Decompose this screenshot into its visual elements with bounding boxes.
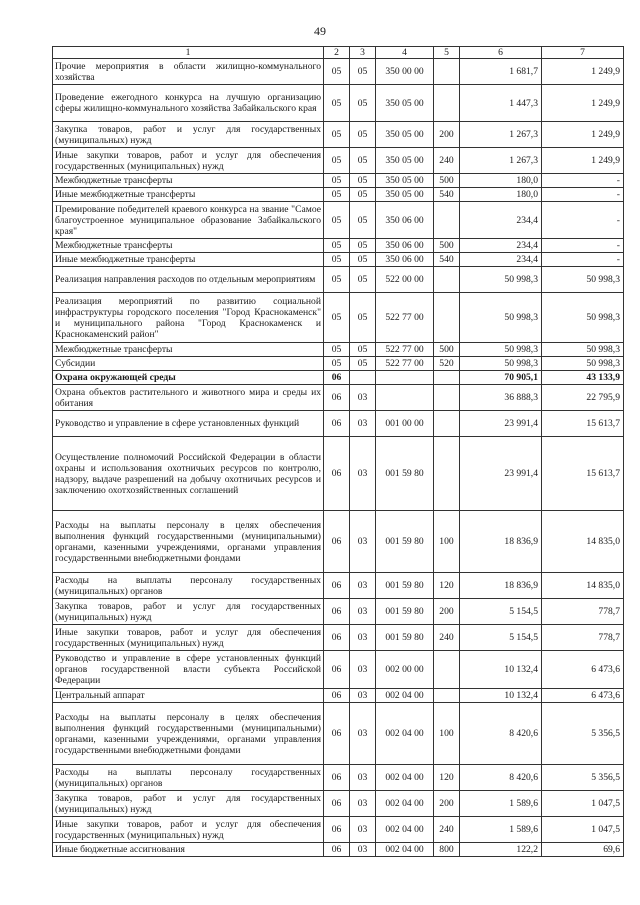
table-row (53, 267, 624, 293)
table-row (53, 573, 624, 599)
amount-cell-col7: 43 133,9 (542, 371, 624, 385)
subsection-cell: 03 (350, 411, 376, 437)
row-name-cell: Иные закупки товаров, работ и услуг для обеспечения государственных (муниципальных) нужд (53, 625, 324, 651)
table-row (53, 385, 624, 411)
amount-cell-col6: 234,4 (460, 253, 542, 267)
subsection-cell: 03 (350, 689, 376, 703)
expense-type-cell: 100 (434, 511, 460, 573)
row-name-cell: Реализация направления расходов по отдельным мероприятиям (53, 267, 324, 293)
expense-type-cell: 240 (434, 148, 460, 174)
target-article-cell: 002 04 00 (376, 703, 434, 765)
target-article-cell: 001 59 80 (376, 573, 434, 599)
table-row (53, 239, 624, 253)
row-name-cell: Межбюджетные трансферты (53, 174, 324, 188)
target-article-cell: 350 06 00 (376, 202, 434, 239)
amount-cell-col6: 180,0 (460, 174, 542, 188)
amount-cell-col7: 22 795,9 (542, 385, 624, 411)
table-row (53, 651, 624, 689)
amount-cell-col7: 14 835,0 (542, 511, 624, 573)
section-cell: 05 (324, 239, 350, 253)
budget-table (52, 46, 624, 857)
expense-type-cell: 240 (434, 817, 460, 843)
amount-cell-col6: 50 998,3 (460, 293, 542, 343)
expense-type-cell: 540 (434, 253, 460, 267)
amount-cell-col7: 50 998,3 (542, 343, 624, 357)
row-name-cell: Реализация мероприятий по развитию социальной инфраструктуры городского поселения "Город Краснокаменск" и муниципального района "Город Краснокаменск и Краснокаменский район" (53, 293, 324, 343)
amount-cell-col7: 50 998,3 (542, 293, 624, 343)
amount-cell-col7: 14 835,0 (542, 573, 624, 599)
target-article-cell: 001 59 80 (376, 599, 434, 625)
expense-type-cell (434, 385, 460, 411)
target-article-cell: 001 59 80 (376, 511, 434, 573)
section-cell: 06 (324, 625, 350, 651)
subsection-cell: 03 (350, 385, 376, 411)
expense-type-cell: 200 (434, 791, 460, 817)
header-cell: 2 (324, 47, 350, 59)
section-cell: 06 (324, 411, 350, 437)
amount-cell-col6: 18 836,9 (460, 573, 542, 599)
target-article-cell: 002 04 00 (376, 791, 434, 817)
amount-cell-col7: - (542, 239, 624, 253)
row-name-cell: Расходы на выплаты персоналу государственных (муниципальных) органов (53, 573, 324, 599)
table-row (53, 188, 624, 202)
amount-cell-col7: - (542, 253, 624, 267)
expense-type-cell: 500 (434, 343, 460, 357)
section-cell: 05 (324, 59, 350, 85)
amount-cell-col7: 1 249,9 (542, 85, 624, 122)
amount-cell-col6: 36 888,3 (460, 385, 542, 411)
amount-cell-col6: 18 836,9 (460, 511, 542, 573)
target-article-cell: 002 04 00 (376, 817, 434, 843)
amount-cell-col7: 1 047,5 (542, 817, 624, 843)
row-name-cell: Расходы на выплаты персоналу в целях обеспечения выполнения функций государственными (муниципальными) органами, казенными учреждениями, органами управления государственными внебюджетными фондами (53, 511, 324, 573)
row-name-cell: Межбюджетные трансферты (53, 343, 324, 357)
row-name-cell: Центральный аппарат (53, 689, 324, 703)
target-article-cell: 002 00 00 (376, 651, 434, 689)
amount-cell-col7: 6 473,6 (542, 689, 624, 703)
row-name-cell: Иные закупки товаров, работ и услуг для обеспечения государственных (муниципальных) нужд (53, 148, 324, 174)
expense-type-cell (434, 293, 460, 343)
row-name-cell: Руководство и управление в сфере установленных функций (53, 411, 324, 437)
amount-cell-col7: 1 249,9 (542, 148, 624, 174)
row-name-cell: Премирование победителей краевого конкурса на звание "Самое благоустроенное муниципальное образование Забайкальского края" (53, 202, 324, 239)
row-name-cell: Прочие мероприятия в области жилищно-коммунального хозяйства (53, 59, 324, 85)
expense-type-cell (434, 202, 460, 239)
target-article-cell: 350 05 00 (376, 148, 434, 174)
section-cell: 06 (324, 511, 350, 573)
row-name-cell: Иные межбюджетные трансферты (53, 253, 324, 267)
table-row (53, 202, 624, 239)
target-article-cell: 350 05 00 (376, 188, 434, 202)
subsection-cell: 03 (350, 599, 376, 625)
amount-cell-col6: 1 447,3 (460, 85, 542, 122)
table-row (53, 343, 624, 357)
section-cell: 05 (324, 357, 350, 371)
subsection-cell: 03 (350, 511, 376, 573)
expense-type-cell: 800 (434, 843, 460, 857)
amount-cell-col6: 5 154,5 (460, 599, 542, 625)
subsection-cell: 03 (350, 437, 376, 511)
expense-type-cell: 240 (434, 625, 460, 651)
section-cell: 06 (324, 437, 350, 511)
expense-type-cell (434, 689, 460, 703)
section-cell: 05 (324, 267, 350, 293)
section-cell: 06 (324, 599, 350, 625)
subsection-cell: 05 (350, 267, 376, 293)
table-row (53, 765, 624, 791)
target-article-cell: 001 00 00 (376, 411, 434, 437)
section-cell: 06 (324, 689, 350, 703)
subsection-cell: 05 (350, 343, 376, 357)
target-article-cell (376, 371, 434, 385)
subsection-cell: 05 (350, 85, 376, 122)
section-cell: 05 (324, 293, 350, 343)
section-cell: 06 (324, 817, 350, 843)
subsection-cell: 03 (350, 573, 376, 599)
section-cell: 06 (324, 791, 350, 817)
amount-cell-col6: 1 589,6 (460, 791, 542, 817)
expense-type-cell: 120 (434, 573, 460, 599)
amount-cell-col6: 50 998,3 (460, 357, 542, 371)
table-row (53, 411, 624, 437)
table-row (53, 817, 624, 843)
table-row (53, 371, 624, 385)
row-name-cell: Межбюджетные трансферты (53, 239, 324, 253)
target-article-cell: 350 00 00 (376, 59, 434, 85)
header-cell: 5 (434, 47, 460, 59)
table-row (53, 843, 624, 857)
row-name-cell: Осуществление полномочий Российской Федерации в области охраны и использования охотничьих ресурсов по контролю, надзору, выдаче разрешений на добычу охотничьих ресурсов и заключению охотхозяйственных соглашений (53, 437, 324, 511)
section-cell: 05 (324, 343, 350, 357)
amount-cell-col7: - (542, 174, 624, 188)
amount-cell-col6: 1 681,7 (460, 59, 542, 85)
expense-type-cell: 520 (434, 357, 460, 371)
target-article-cell: 002 04 00 (376, 765, 434, 791)
expense-type-cell (434, 651, 460, 689)
amount-cell-col7: 778,7 (542, 625, 624, 651)
target-article-cell: 002 04 00 (376, 689, 434, 703)
subsection-cell: 05 (350, 357, 376, 371)
section-cell: 05 (324, 148, 350, 174)
subsection-cell: 03 (350, 765, 376, 791)
section-cell: 06 (324, 573, 350, 599)
expense-type-cell: 540 (434, 188, 460, 202)
section-cell: 05 (324, 174, 350, 188)
amount-cell-col6: 23 991,4 (460, 437, 542, 511)
amount-cell-col7: - (542, 188, 624, 202)
header-cell: 7 (542, 47, 624, 59)
row-name-cell: Иные бюджетные ассигнования (53, 843, 324, 857)
target-article-cell: 522 77 00 (376, 293, 434, 343)
amount-cell-col7: 69,6 (542, 843, 624, 857)
subsection-cell: 05 (350, 202, 376, 239)
table-row (53, 148, 624, 174)
table-row (53, 437, 624, 511)
table-row (53, 689, 624, 703)
header-cell: 1 (53, 47, 324, 59)
amount-cell-col6: 5 154,5 (460, 625, 542, 651)
row-name-cell: Закупка товаров, работ и услуг для государственных (муниципальных) нужд (53, 122, 324, 148)
amount-cell-col7: 15 613,7 (542, 411, 624, 437)
section-cell: 05 (324, 188, 350, 202)
amount-cell-col6: 8 420,6 (460, 765, 542, 791)
amount-cell-col7: 5 356,5 (542, 703, 624, 765)
row-name-cell: Субсидии (53, 357, 324, 371)
subsection-cell: 03 (350, 843, 376, 857)
row-name-cell: Руководство и управление в сфере установленных функций органов государственной власти субъекта Российской Федерации (53, 651, 324, 689)
subsection-cell: 03 (350, 703, 376, 765)
row-name-cell: Проведение ежегодного конкурса на лучшую организацию сферы жилищно-коммунального хозяйства Забайкальского края (53, 85, 324, 122)
table-row (53, 293, 624, 343)
amount-cell-col6: 8 420,6 (460, 703, 542, 765)
table-row (53, 85, 624, 122)
amount-cell-col6: 1 267,3 (460, 122, 542, 148)
target-article-cell: 350 06 00 (376, 253, 434, 267)
subsection-cell: 05 (350, 188, 376, 202)
section-cell: 06 (324, 765, 350, 791)
row-name-cell: Охрана окружающей среды (53, 371, 324, 385)
header-cell: 3 (350, 47, 376, 59)
target-article-cell: 350 06 00 (376, 239, 434, 253)
amount-cell-col6: 50 998,3 (460, 267, 542, 293)
expense-type-cell: 200 (434, 122, 460, 148)
section-cell: 05 (324, 85, 350, 122)
amount-cell-col7: 15 613,7 (542, 437, 624, 511)
header-cell: 6 (460, 47, 542, 59)
expense-type-cell: 200 (434, 599, 460, 625)
target-article-cell: 350 05 00 (376, 122, 434, 148)
row-name-cell: Расходы на выплаты персоналу государственных (муниципальных) органов (53, 765, 324, 791)
amount-cell-col7: 1 249,9 (542, 122, 624, 148)
amount-cell-col7: 50 998,3 (542, 267, 624, 293)
table-row (53, 253, 624, 267)
amount-cell-col6: 70 905,1 (460, 371, 542, 385)
table-row (53, 357, 624, 371)
target-article-cell: 522 77 00 (376, 343, 434, 357)
expense-type-cell (434, 371, 460, 385)
row-name-cell: Закупка товаров, работ и услуг для государственных (муниципальных) нужд (53, 791, 324, 817)
row-name-cell: Закупка товаров, работ и услуг для государственных (муниципальных) нужд (53, 599, 324, 625)
amount-cell-col6: 50 998,3 (460, 343, 542, 357)
table-row (53, 703, 624, 765)
target-article-cell: 350 05 00 (376, 85, 434, 122)
subsection-cell: 03 (350, 625, 376, 651)
table-row (53, 174, 624, 188)
amount-cell-col7: 778,7 (542, 599, 624, 625)
row-name-cell: Охрана объектов растительного и животного мира и среды их обитания (53, 385, 324, 411)
target-article-cell: 522 00 00 (376, 267, 434, 293)
section-cell: 05 (324, 122, 350, 148)
amount-cell-col7: 5 356,5 (542, 765, 624, 791)
table-row (53, 599, 624, 625)
amount-cell-col7: 1 047,5 (542, 791, 624, 817)
subsection-cell: 05 (350, 122, 376, 148)
amount-cell-col6: 180,0 (460, 188, 542, 202)
row-name-cell: Иные межбюджетные трансферты (53, 188, 324, 202)
amount-cell-col6: 10 132,4 (460, 689, 542, 703)
amount-cell-col6: 1 589,6 (460, 817, 542, 843)
table-row (53, 625, 624, 651)
expense-type-cell (434, 59, 460, 85)
subsection-cell: 03 (350, 791, 376, 817)
target-article-cell: 001 59 80 (376, 625, 434, 651)
table-header-row (53, 47, 624, 59)
amount-cell-col7: 6 473,6 (542, 651, 624, 689)
subsection-cell: 03 (350, 817, 376, 843)
amount-cell-col6: 234,4 (460, 202, 542, 239)
target-article-cell: 350 05 00 (376, 174, 434, 188)
subsection-cell: 05 (350, 174, 376, 188)
section-cell: 05 (324, 202, 350, 239)
amount-cell-col7: - (542, 202, 624, 239)
subsection-cell: 03 (350, 651, 376, 689)
expense-type-cell: 120 (434, 765, 460, 791)
amount-cell-col6: 122,2 (460, 843, 542, 857)
subsection-cell: 05 (350, 59, 376, 85)
subsection-cell: 05 (350, 148, 376, 174)
subsection-cell: 05 (350, 239, 376, 253)
amount-cell-col6: 1 267,3 (460, 148, 542, 174)
section-cell: 06 (324, 385, 350, 411)
expense-type-cell (434, 85, 460, 122)
section-cell: 06 (324, 651, 350, 689)
amount-cell-col6: 23 991,4 (460, 411, 542, 437)
expense-type-cell: 100 (434, 703, 460, 765)
row-name-cell: Иные закупки товаров, работ и услуг для обеспечения государственных (муниципальных) нужд (53, 817, 324, 843)
table-row (53, 791, 624, 817)
section-cell: 05 (324, 253, 350, 267)
expense-type-cell: 500 (434, 239, 460, 253)
section-cell: 06 (324, 703, 350, 765)
target-article-cell: 522 77 00 (376, 357, 434, 371)
expense-type-cell (434, 267, 460, 293)
page-number: 49 (314, 24, 326, 38)
expense-type-cell (434, 411, 460, 437)
header-cell: 4 (376, 47, 434, 59)
table-row (53, 122, 624, 148)
amount-cell-col7: 50 998,3 (542, 357, 624, 371)
table-row (53, 511, 624, 573)
amount-cell-col6: 10 132,4 (460, 651, 542, 689)
amount-cell-col6: 234,4 (460, 239, 542, 253)
subsection-cell: 05 (350, 293, 376, 343)
table-row (53, 59, 624, 85)
subsection-cell: 05 (350, 253, 376, 267)
target-article-cell: 002 04 00 (376, 843, 434, 857)
section-cell: 06 (324, 371, 350, 385)
amount-cell-col7: 1 249,9 (542, 59, 624, 85)
row-name-cell: Расходы на выплаты персоналу в целях обеспечения выполнения функций государственными (муниципальными) органами, казенными учреждениями, органами управления государственными внебюджетными фондами (53, 703, 324, 765)
target-article-cell: 001 59 80 (376, 437, 434, 511)
expense-type-cell: 500 (434, 174, 460, 188)
expense-type-cell (434, 437, 460, 511)
target-article-cell (376, 385, 434, 411)
subsection-cell (350, 371, 376, 385)
section-cell: 06 (324, 843, 350, 857)
